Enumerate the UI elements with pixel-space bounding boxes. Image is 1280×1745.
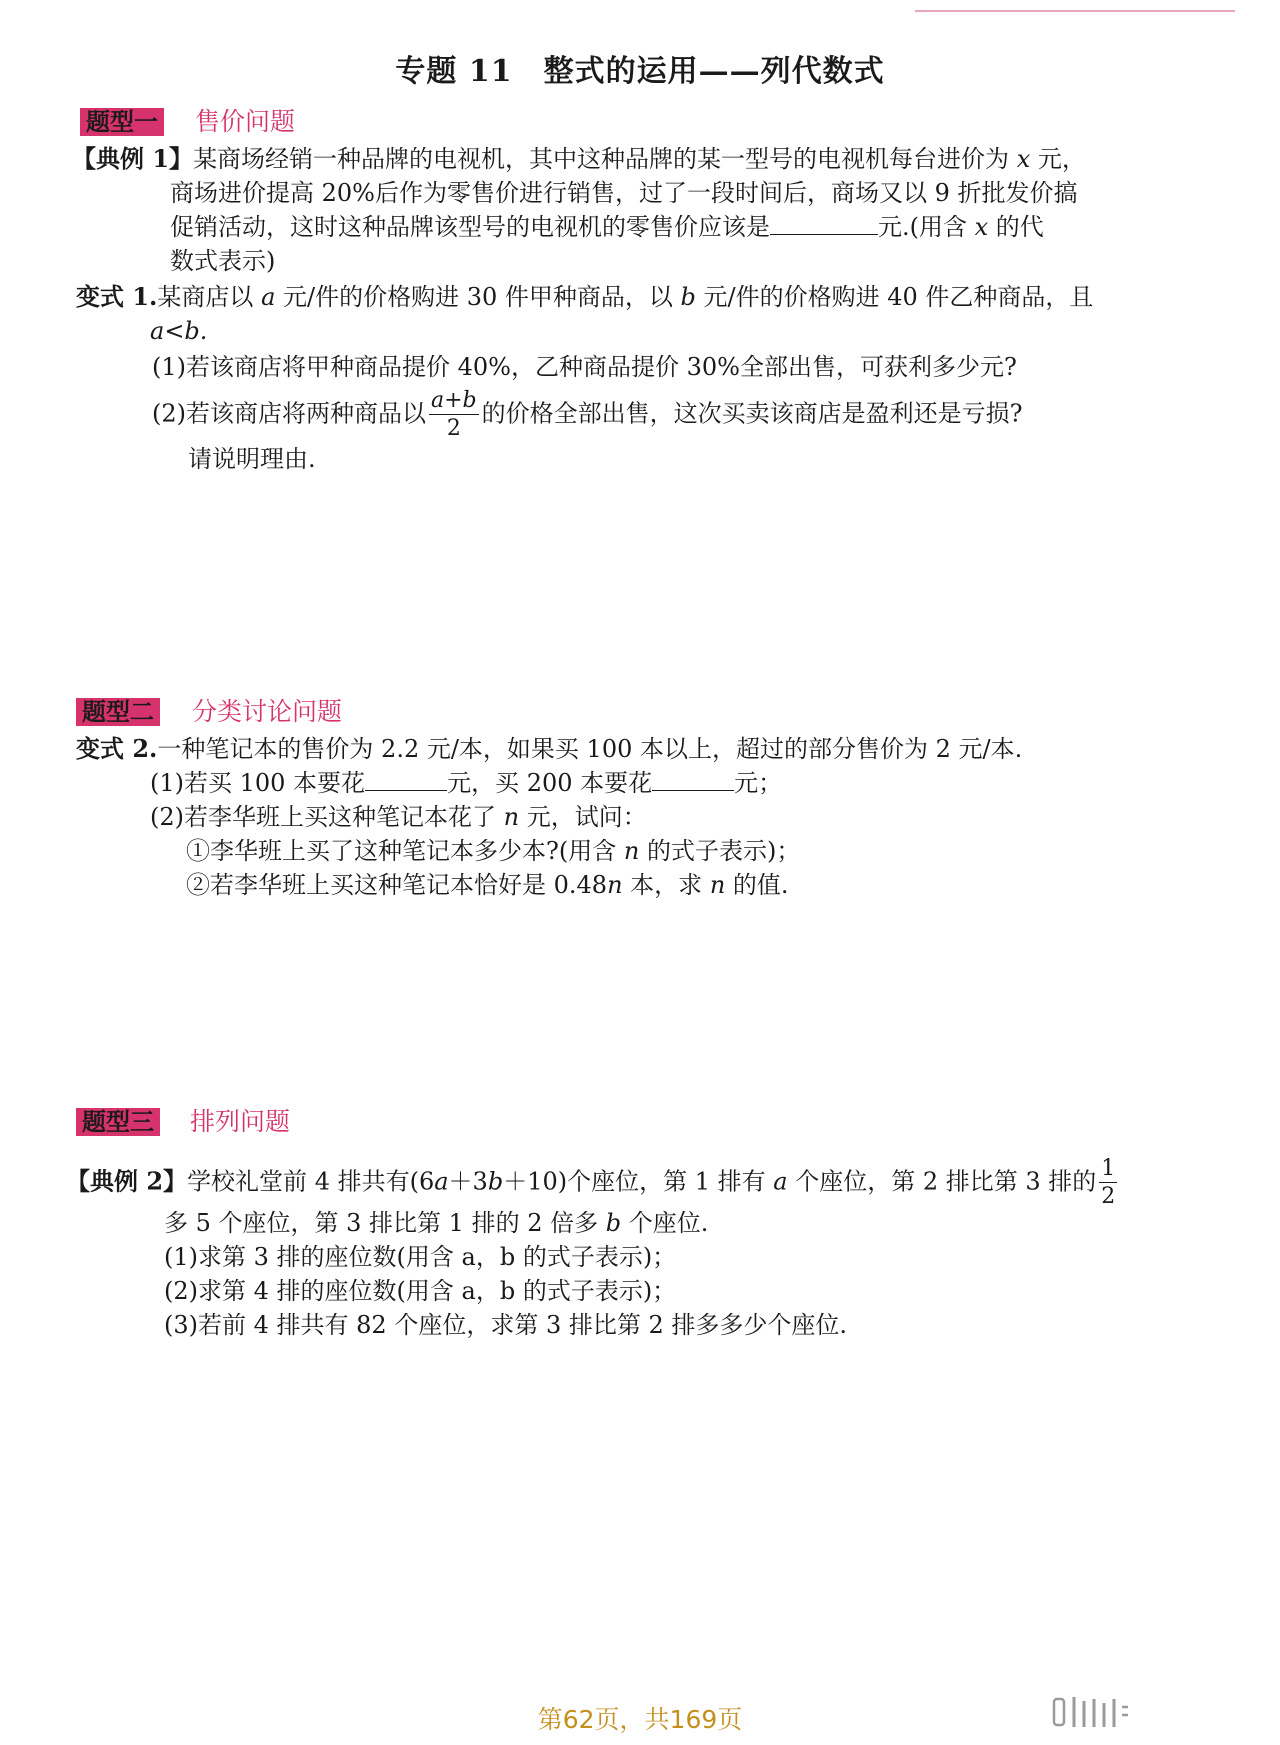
example-1-line-2: 商场进价提高 20%后作为零售价进行销售，过了一段时间后，商场又以 9 折批发价搞 [170, 179, 1078, 207]
variant-1-question-2-cont: 请说明理由. [188, 445, 316, 473]
fraction-one-half: $\frac{1}{2}$ [1101, 1156, 1116, 1209]
example-2-question-2: (2)求第 4 排的座位数(用含 a，b 的式子表示)； [164, 1277, 677, 1305]
watermark-icon [1050, 1693, 1130, 1733]
example-2-question-1: (1)求第 3 排的座位数(用含 a，b 的式子表示)； [164, 1243, 677, 1271]
example-1-line-1: 【典例 1】某商场经销一种品牌的电视机，其中这种品牌的某一型号的电视机每台进价为 x 元， [72, 144, 1086, 173]
answer-blank[interactable] [770, 212, 878, 235]
example-label: 【典例 2】 [66, 1166, 188, 1196]
example-2-line-2: 多 5 个座位，第 3 排比第 1 排的 2 倍多 b 个座位. [164, 1209, 709, 1237]
page-title: 专题 11 整式的运用——列代数式 [395, 54, 885, 89]
example-2-question-3: (3)若前 4 排共有 82 个座位，求第 3 排比第 2 排多多少个座位. [164, 1311, 848, 1339]
variant-2-question-1: (1)若买 100 本要花 元，买 200 本要花 元； [150, 769, 783, 797]
variant-1-line-2: a<b. [150, 317, 208, 345]
variant-2-question-2-2: ②若李华班上买这种笔记本恰好是 0.48n 本，求 n 的值. [186, 871, 789, 899]
variant-1-question-1: (1)若该商店将甲种商品提价 40%，乙种商品提价 30%全部出售，可获利多少元? [152, 353, 1017, 381]
header-rule [915, 10, 1235, 12]
variant-2-question-2-1: ①李华班上买了这种笔记本多少本?(用含 n 的式子表示)； [186, 837, 801, 865]
fraction-a-plus-b-over-2: $\frac{a+b}{2}$ [431, 388, 477, 441]
example-1-line-3: 促销活动，这时这种品牌该型号的电视机的零售价应该是 元.(用含 x 的代 [170, 213, 1044, 241]
section-title-3: 排列问题 [190, 1107, 291, 1136]
answer-blank[interactable] [652, 768, 734, 791]
section-tag-1: 题型一 [80, 108, 164, 136]
page-footer: 第62页，共169页 [537, 1705, 743, 1734]
example-1-line-4: 数式表示) [170, 247, 276, 275]
variant-1-question-2: (2)若该商店将两种商品以 $\frac{a+b}{2}$ 的价格全部出售，这次买卖该商店是盈利还是亏损? [152, 388, 1023, 441]
example-2-line-1: 【典例 2】学校礼堂前 4 排共有(6a＋3b＋10)个座位，第 1 排有 a 个座位，第 2 排比第 3 排的 $\frac{1}{2}$ [66, 1156, 1116, 1209]
variant-2-question-2: (2)若李华班上买这种笔记本花了 n 元，试问： [150, 803, 647, 831]
example-label: 【典例 1】 [72, 144, 194, 173]
section-title-1: 售价问题 [195, 107, 296, 136]
variant-2-line-1: 变式 2.一种笔记本的售价为 2.2 元/本，如果买 100 本以上，超过的部分售价为 2 元/本. [76, 734, 1023, 763]
variant-label: 变式 1. [76, 282, 158, 311]
section-title-2: 分类讨论问题 [192, 697, 343, 726]
answer-blank[interactable] [365, 768, 447, 791]
section-tag-2: 题型二 [76, 698, 160, 726]
variant-label: 变式 2. [76, 734, 158, 763]
variant-1-line-1: 变式 1.某商店以 a 元/件的价格购进 30 件甲种商品，以 b 元/件的价格购进 40 件乙种商品，且 [76, 282, 1094, 311]
section-tag-3: 题型三 [76, 1108, 160, 1136]
